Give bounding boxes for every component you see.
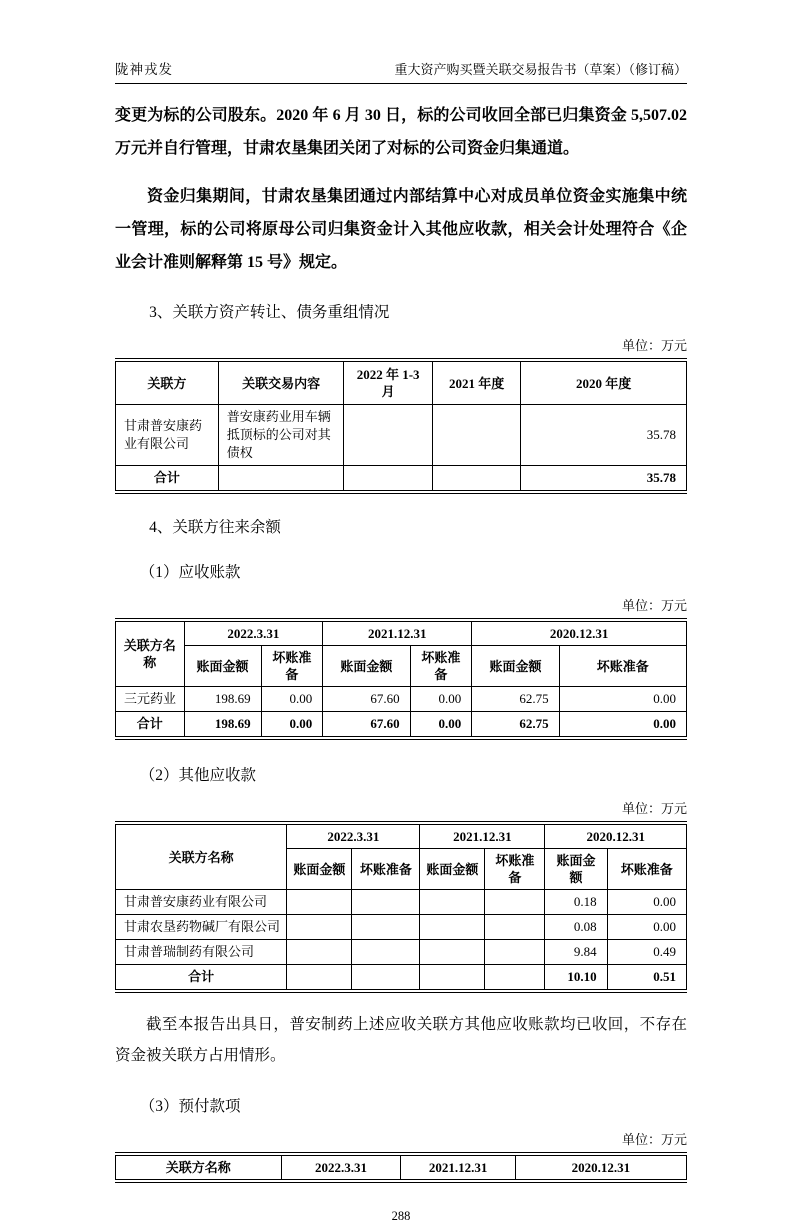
unit-label-2: 单位：万元 xyxy=(621,598,687,613)
total-cell: 62.75 xyxy=(472,712,559,739)
total-cell xyxy=(287,965,352,992)
header-cell-date-2022: 2022.3.31 xyxy=(281,1154,401,1181)
table-subheader-row xyxy=(116,646,687,687)
header-cell-date-2022: 2022.3.31 xyxy=(184,620,323,646)
total-cell: 198.69 xyxy=(184,712,261,739)
unit-label-1: 单位：万元 xyxy=(621,338,687,353)
header-cell-date-2020: 2020.12.31 xyxy=(472,620,687,646)
section-heading-3: 3、关联方资产转让、债务重组情况 xyxy=(149,304,390,321)
subheader-bad-debt: 坏账准备 xyxy=(410,646,472,687)
value-cell: 0.00 xyxy=(607,915,686,940)
header-company-name: 陇神戎发 xyxy=(115,62,173,77)
total-cell xyxy=(420,965,485,992)
table-header-row xyxy=(116,620,687,646)
header-document-title: 重大资产购买暨关联交易报告书（草案）（修订稿） xyxy=(394,62,687,77)
value-cell: 0.00 xyxy=(559,687,686,712)
table-row xyxy=(116,940,687,965)
subheader-bad-debt: 坏账准备 xyxy=(352,849,420,890)
table-row xyxy=(116,915,687,940)
party-cell: 甘肃普安康药业有限公司 xyxy=(116,890,287,915)
value-cell: 67.60 xyxy=(323,687,410,712)
value-cell xyxy=(352,915,420,940)
party-cell: 甘肃普安康药业有限公司 xyxy=(116,405,219,466)
value-cell: 0.08 xyxy=(545,915,607,940)
subsection-heading-receivables: （1）应收账款 xyxy=(139,564,241,581)
value-cell xyxy=(420,915,485,940)
paragraph-fund-recovery: 变更为标的公司股东。2020 年 6 月 30 日，标的公司收回全部已归集资金 5,507.02 万元并自行管理，甘肃农垦集团关闭了对标的公司资金归集通道。 xyxy=(115,107,687,157)
header-cell-2021: 2021 年度 xyxy=(432,360,521,405)
value-cell xyxy=(287,940,352,965)
subheader-bad-debt: 坏账准备 xyxy=(485,849,545,890)
header-cell-2020: 2020 年度 xyxy=(521,360,687,405)
value-cell xyxy=(485,940,545,965)
value-cell xyxy=(352,940,420,965)
total-cell-2020: 35.78 xyxy=(521,466,687,493)
value-cell xyxy=(485,915,545,940)
header-cell-party-name: 关联方名称 xyxy=(116,620,185,687)
value-cell xyxy=(352,890,420,915)
party-cell: 甘肃农垦药物碱厂有限公司 xyxy=(116,915,287,940)
table-total-row xyxy=(116,466,687,493)
value-cell xyxy=(485,890,545,915)
header-cell-date-2021: 2021.12.31 xyxy=(323,620,472,646)
total-cell: 0.00 xyxy=(559,712,686,739)
table-row xyxy=(116,405,687,466)
header-cell-party-name: 关联方名称 xyxy=(116,823,287,890)
section-heading-4: 4、关联方往来余额 xyxy=(149,519,281,536)
total-label-cell: 合计 xyxy=(116,965,287,992)
subheader-book-value: 账面金额 xyxy=(184,646,261,687)
table-header-row xyxy=(116,360,687,405)
total-cell: 0.00 xyxy=(261,712,323,739)
header-cell-date-2020: 2020.12.31 xyxy=(515,1154,686,1181)
value-cell-2021 xyxy=(432,405,521,466)
subsection-heading-other-receivables: （2）其他应收款 xyxy=(139,767,257,784)
running-header xyxy=(115,58,687,84)
subsection-heading-prepayments: （3）预付款项 xyxy=(139,1098,241,1115)
total-cell xyxy=(352,965,420,992)
header-cell-date-2020: 2020.12.31 xyxy=(545,823,687,849)
value-cell: 0.18 xyxy=(545,890,607,915)
value-cell: 0.00 xyxy=(607,890,686,915)
table-row xyxy=(116,687,687,712)
table-header-row xyxy=(116,1154,687,1181)
other-receivables-table xyxy=(115,821,687,993)
value-cell: 198.69 xyxy=(184,687,261,712)
unit-label-3: 单位：万元 xyxy=(621,801,687,816)
header-cell-2022: 2022 年 1-3 月 xyxy=(344,360,433,405)
value-cell-2022 xyxy=(344,405,433,466)
value-cell: 9.84 xyxy=(545,940,607,965)
total-cell-2021 xyxy=(432,466,521,493)
header-cell-party-name: 关联方名称 xyxy=(116,1154,282,1181)
value-cell xyxy=(287,915,352,940)
total-cell: 0.51 xyxy=(607,965,686,992)
value-cell xyxy=(420,890,485,915)
prepayments-table xyxy=(115,1152,687,1183)
total-label-cell: 合计 xyxy=(116,466,219,493)
paragraph-fund-pooling: 资金归集期间，甘肃农垦集团通过内部结算中心对成员单位资金实施集中统一管理，标的公司将原母公司归集资金计入其他应收款，相关会计处理符合《企业会计准则解释第 15 号》规定。 xyxy=(115,188,687,271)
total-cell: 10.10 xyxy=(545,965,607,992)
header-cell-date-2022: 2022.3.31 xyxy=(287,823,420,849)
header-cell-content: 关联交易内容 xyxy=(218,360,344,405)
table-row xyxy=(116,890,687,915)
value-cell: 0.00 xyxy=(261,687,323,712)
subheader-book-value: 账面金额 xyxy=(420,849,485,890)
subheader-book-value: 账面金额 xyxy=(472,646,559,687)
total-cell: 67.60 xyxy=(323,712,410,739)
subheader-bad-debt: 坏账准备 xyxy=(559,646,686,687)
subheader-book-value: 账面金额 xyxy=(287,849,352,890)
total-cell-2022 xyxy=(344,466,433,493)
accounts-receivable-table xyxy=(115,618,687,740)
table-header-row xyxy=(116,823,687,849)
value-cell: 0.00 xyxy=(410,687,472,712)
table-total-row xyxy=(116,965,687,992)
header-cell-party: 关联方 xyxy=(116,360,219,405)
value-cell xyxy=(287,890,352,915)
value-cell: 62.75 xyxy=(472,687,559,712)
header-cell-date-2021: 2021.12.31 xyxy=(401,1154,515,1181)
total-cell: 0.00 xyxy=(410,712,472,739)
value-cell: 0.49 xyxy=(607,940,686,965)
empty-cell xyxy=(218,466,344,493)
party-cell: 甘肃普瑞制药有限公司 xyxy=(116,940,287,965)
unit-label-4: 单位：万元 xyxy=(621,1132,687,1147)
content-cell: 普安康药业用车辆抵顶标的公司对其债权 xyxy=(218,405,344,466)
value-cell xyxy=(420,940,485,965)
subheader-book-value: 账面金额 xyxy=(545,849,607,890)
total-cell xyxy=(485,965,545,992)
asset-transfer-table xyxy=(115,358,687,494)
total-label-cell: 合计 xyxy=(116,712,185,739)
subheader-bad-debt: 坏账准备 xyxy=(607,849,686,890)
table-total-row xyxy=(116,712,687,739)
page-number: 288 xyxy=(391,1209,411,1223)
header-cell-date-2021: 2021.12.31 xyxy=(420,823,545,849)
party-cell: 三元药业 xyxy=(116,687,185,712)
value-cell-2020: 35.78 xyxy=(521,405,687,466)
subheader-book-value: 账面金额 xyxy=(323,646,410,687)
subheader-bad-debt: 坏账准备 xyxy=(261,646,323,687)
paragraph-recovered-note: 截至本报告出具日，普安制药上述应收关联方其他应收账款均已收回，不存在资金被关联方占用情形。 xyxy=(115,1016,687,1064)
